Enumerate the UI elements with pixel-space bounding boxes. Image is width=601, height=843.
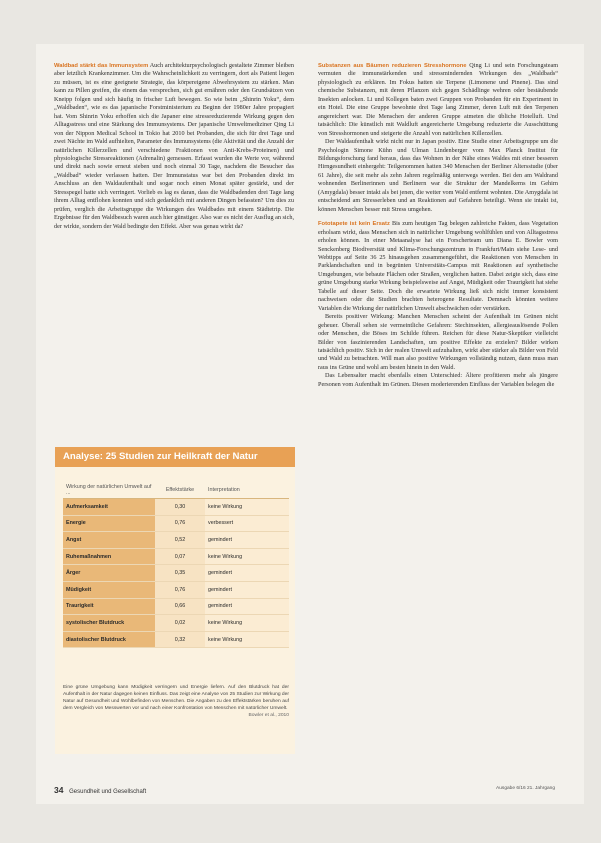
row-factor: Müdigkeit [63, 581, 155, 598]
left-body-text: Auch architekturpsychologisch gestaltete Zimmer bleiben aber letztlich Krankenzimmer. Um die Wahrscheinlichkeit zu verringern, dort als Patient liegen zu müssen, ist es eine geeignete Strategie, das körpereigene Abwehrsystem zu stärken. Man kann zu Pillen greifen, die einem das versprechen, sich gut ernähren oder den Grundsätzen von Kneipp folgen und sich häufig in frischer Luft bewegen. So wie beim „Shinrin Yoku“, dem „Waldbaden“, wie es das japanische Forstministerium zu Beginn der 1980er Jahre propagiert hat. Vom Shinrin Yoku erhoffen sich die Japaner eine stressreduzierende Wirkung gegen den Alltagsstress und eine Stärkung des Immunsystems. Der japanische Umweltmediziner Qing Li von der Nippon Medical School in Tokio hat 2010 bei Probanden, die sich für drei Tage und zwei Nächte im Wald aufhielten, Parameter des Immunsystems (die Aktivität und die Anzahl der natürlichen Killerzellen und verschiedene Fraktionen von Anti-Krebs-Proteinen) und physiologische Stressreaktionen (Adrenalin) gemessen. Erfasst wurden die Werte vor, während und direkt nach sowie erneut sieben und noch einmal 30 Tage, nachdem die Besucher das „Waldbad“ wieder verlassen hatten. Der Immunstatus war bei den Probanden direkt im Anschluss an den Waldaufenthalt und sogar noch einen Monat später gestärkt, und der Stresspegel hatte sich verringert. Vorlieb es lag es daran, dass die Waldbadenden drei Tage lang ihrem Alltag entflohen konnten und sich gedanklich mit anderen Dingen befassten? Um dies zu prüfen, verglich die Arbeitsgruppe die Wirkungen des Waldbades mit einem Städtetrip. Die Ergebnisse für den Waldbesuch waren auch hier günstiger. Also war es nicht der Ausflug an sich, der wirkte, sondern der Wald bedingte den Effekt. Aber was genau wirkt da? [54, 62, 294, 230]
row-effect: 0,07 [155, 548, 205, 565]
section-block-wallpaper [318, 220, 558, 389]
column-header-factor: Wirkung der natürlichen Umwelt auf ... [63, 482, 155, 499]
row-interpretation: verbessert [205, 515, 289, 532]
right-paragraph [318, 220, 558, 313]
row-effect: 0,76 [155, 581, 205, 598]
right-paragraph: Das Lebensalter macht ebenfalls einen Unterschied: Ältere profitieren mehr als jüngere Personen vom Aufenthalt im Grünen. Diesen moderierenden Einfluss der Variablen belegen die [318, 372, 558, 388]
table-row [63, 598, 289, 615]
row-effect: 0,76 [155, 515, 205, 532]
table-row [63, 631, 289, 648]
analysis-box-caption [63, 684, 289, 719]
right-paragraph: Bereits positiver Wirkung: Manchen Menschen scheint der Aufenthalt im Grünen nicht geheuer. Überall sehen sie vermeintliche Gefahren: Stechinsekten, allergieauslösende Pollen oder Menschen, die Böses im Schilde führen. Reichen für diese Natur-Skeptiker vielleicht Bilder von faszinierenden Landschaften, um positive Effekte zu erzielen? Bilder wirken tatsächlich positiv. Sich in der realen Umwelt aufzuhalten, wirkt aber stärker als Bilder von Feld und Wald zu betrachten. Will man also positive Wirkungen vollständig nutzen, dann muss man raus ins Grüne und wohl am besten hinein in den Wald. [318, 313, 558, 371]
table-row [63, 548, 289, 565]
analysis-box-title: Analyse: 25 Studien zur Heilkraft der Natur [55, 447, 295, 467]
table-row [63, 615, 289, 632]
row-factor: Traurigkeit [63, 598, 155, 615]
column-header-effect: Effektstärke [155, 482, 205, 499]
section-block-substances [318, 62, 558, 214]
left-paragraph [54, 62, 294, 231]
row-effect: 0,35 [155, 565, 205, 582]
row-effect: 0,30 [155, 499, 205, 516]
row-effect: 0,02 [155, 615, 205, 632]
table-header-row [63, 482, 289, 499]
caption-text: Eine grüne Umgebung kann Müdigkeit verringern und Energie liefern. Auf den Blutdruck hat der Aufenthalt in der Natur dagegen keinen Einfluss. Das zeigt eine Analyse von 25 Studien zur Wirkung der Natur auf Gesundheit und Wohlbefinden von Menschen. Die Angaben zu den Effektstärken beruhen auf dem Vergleich von Messwerten vor und nach einer Konfrontation von Menschen mit natürlicher Umwelt. [63, 685, 289, 711]
footer-section-title: Gesundheit und Gesellschaft [69, 789, 147, 795]
row-effect: 0,52 [155, 532, 205, 549]
row-factor: systolischer Blutdruck [63, 615, 155, 632]
section-heading-substances: Substanzen aus Bäumen reduzieren Stresshormone [318, 63, 467, 69]
row-interpretation: keine Wirkung [205, 631, 289, 648]
page-number: 34 [54, 785, 64, 795]
row-factor: Ruhemaßnahmen [63, 548, 155, 565]
right-column [318, 62, 558, 790]
paragraph-text: Bis zum heutigen Tag belegen zahlreiche Fakten, dass Vegetation erholsam wirkt, dass Menschen sich in natürlicher Umgebung wohlfühlen und von Alltagsstress erholen können. In einer Metaanalyse hat ein Forscherteam um Diana E. Bowler vom Senckenberg Biodiversität und Klima-Forschungszentrum in Frankfurt/Main siehe Lese- und Webtipps auf Seite 36 25 hinausgehen zusammengeführt, die Reaktionen von Menschen in Parklandschaften und in begrünten Universitäts-Campus mit Reaktionen auf synthetische Umgebungen, wie bebaute Flächen oder Straßen, verglichen hatten. Dabei zeigte sich, dass eine grüne Umgebung starke Wirkung beispielsweise auf Angst, Müdigkeit oder Traurigkeit hat siehe Tabelle auf dieser Seite. Doch die erwartete Wirkung ließ sich nicht immer konsistent nachweisen oder die Studien brachten heterogene Resultate. Demnach könnten weitere Variablen die Wirkung der natürlichen Umwelt abschwächen oder verstärken. [318, 220, 558, 312]
row-interpretation: keine Wirkung [205, 499, 289, 516]
row-factor: Angst [63, 532, 155, 549]
row-factor: diastolischer Blutdruck [63, 631, 155, 648]
row-interpretation: keine Wirkung [205, 615, 289, 632]
right-paragraph: Der Waldaufenthalt wirkt nicht nur in Japan positiv. Eine Studie einer Arbeitsgruppe um die Psychologin Simone Kühn und Ulman Lindenberger vom Max Planck Institut für Bildungsforschung fand heraus, dass das Wohnen in der Nähe eines Waldes mit einer besseren Hirngesundheit einhergeht: Teilgenommen hatten 340 Menschen der Berliner Altersstudie (über 61 Jahre), die seit mehr als zehn Jahren regelmäßig unterwegs werden. Bei den am Waldrand wohnenden Berlinerinnen und Berlinern war die Struktur der Mandelkerns im Gehirn (Amygdala) besser intakt als bei jenen, die weiter vom Wald entfernt wohnten. Die Amygdala ist entscheidend am Stresserleben und an Reaktionen auf Gefahren beteiligt. Wenn sie intakt ist, können Menschen besser mit Stress umgehen. [318, 138, 558, 213]
right-paragraph [318, 62, 558, 138]
row-interpretation: gemindert [205, 598, 289, 615]
row-interpretation: gemindert [205, 532, 289, 549]
analysis-box [55, 447, 295, 754]
row-factor: Ärger [63, 565, 155, 582]
table-row [63, 515, 289, 532]
row-interpretation: gemindert [205, 581, 289, 598]
row-interpretation: gemindert [205, 565, 289, 582]
table-row [63, 499, 289, 516]
table-row [63, 565, 289, 582]
footer-issue-info: Ausgabe 6/16 21. Jahrgang [496, 786, 555, 791]
paragraph-text: Qing Li und sein Forschungsteam vermuten die immunstärkenden und stressmindernden Wirkungen des „Waldbads“ physiologisch zu erklären. Im Fokus hatten sie Terpene (Limonene und Pinene). Das sind chemische Substanzen, mit deren Pflanzen sich gegen Schädlinge wehren oder bestäubende Insekten anlocken. Li und Kollegen baten zwei Gruppen von Probanden für ein Experiment in ein Hotel. Die eine Gruppe bewohnte drei Tage lang Zimmer, deren Luft mit den Terpenen angereichert war. Die Menschen der anderen Gruppe atmeten die übliche Hotelluft. Und tatsächlich: Die künstlich mit Waldluft angereicherte Umgebung reduzierte die Ausschüttung von Stresshormonen und steigerte die Anzahl von natürlichen Killerzellen. [318, 62, 558, 137]
row-effect: 0,32 [155, 631, 205, 648]
table-row [63, 532, 289, 549]
row-factor: Aufmerksamkeit [63, 499, 155, 516]
column-header-interpretation: Interpretation [205, 482, 289, 499]
section-heading-wallpaper: Fototapete ist kein Ersatz [318, 221, 390, 228]
left-column [54, 62, 294, 434]
effect-size-table [63, 482, 289, 648]
caption-source: Bowler et al., 2010 [248, 713, 289, 718]
section-heading-immune: Waldbad stärkt das Immunsystem [54, 63, 149, 69]
page-footer [54, 785, 555, 797]
table-row [63, 581, 289, 598]
row-factor: Energie [63, 515, 155, 532]
row-effect: 0,66 [155, 598, 205, 615]
row-interpretation: keine Wirkung [205, 548, 289, 565]
